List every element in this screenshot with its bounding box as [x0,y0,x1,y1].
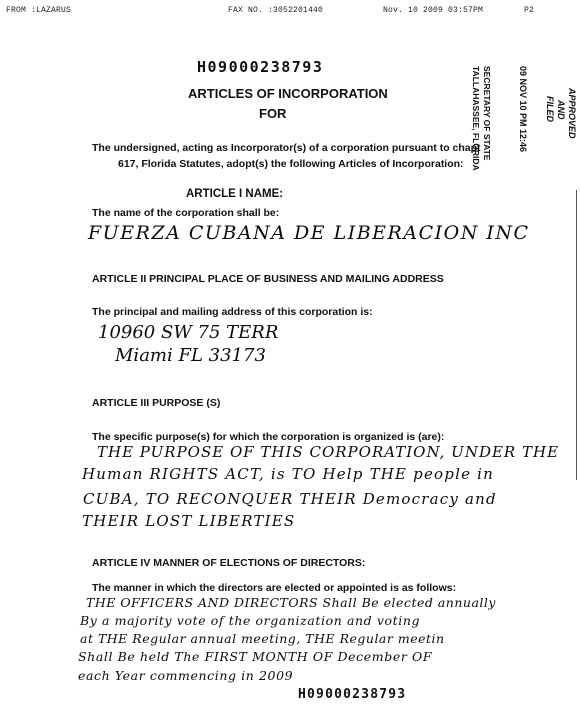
secretary-stamp: SECRETARY OF STATE [482,66,492,161]
purpose-line-4: THEIR LOST LIBERTIES [82,512,296,530]
page-subtitle: FOR [259,106,287,121]
fax-datetime: Nov. 10 2009 03:57PM [383,6,484,15]
address-line-1: 10960 SW 75 TERR [98,322,279,343]
article-4-heading: ARTICLE IV MANNER OF ELECTIONS OF DIRECTORS: [92,557,366,569]
elections-line-3: at THE Regular annual meeting, THE Regular meetin [80,631,445,646]
address-line-2: Miami FL 33173 [115,345,266,366]
document-number: H09000238793 [197,58,324,76]
article-3-heading: ARTICLE III PURPOSE (S) [92,397,221,409]
page-title: ARTICLES OF INCORPORATION [188,86,388,101]
filed-stamp: FILED [545,96,555,122]
corporation-name: FUERZA CUBANA DE LIBERACION INC [88,222,530,244]
article-2-heading: ARTICLE II PRINCIPAL PLACE OF BUSINESS AND MAILING ADDRESS [92,273,444,285]
fax-page: P2 [524,6,535,15]
scan-edge-line [576,190,577,480]
intro-line-2: 617, Florida Statutes, adopt(s) the following Articles of Incorporation: [118,158,464,170]
article-1-label: The name of the corporation shall be: [92,207,280,219]
elections-line-1: THE OFFICERS AND DIRECTORS Shall Be elected annually [86,595,496,610]
article-4-label: The manner in which the directors are elected or appointed is as follows: [92,582,457,594]
footer-document-number: H09000238793 [298,687,407,702]
and-stamp: AND [556,100,566,120]
article-1-heading: ARTICLE I NAME: [186,188,284,200]
elections-line-4: Shall Be held The FIRST MONTH OF December OF [78,649,433,664]
article-3-label: The specific purpose(s) for which the corporation is organized is (are): [92,431,445,443]
intro-line-1: The undersigned, acting as Incorporator(s) of a corporation pursuant to chapt [92,142,481,154]
city-stamp: TALLAHASSEE, FLORIDA [471,66,481,171]
fax-number: FAX NO. :3052201440 [228,6,324,15]
purpose-line-1: THE PURPOSE OF THIS CORPORATION, UNDER THE [97,443,560,461]
purpose-line-2: Human RIGHTS ACT, is TO Help THE people in [82,465,494,483]
elections-line-2: By a majority vote of the organization and voting [80,613,421,628]
article-2-label: The principal and mailing address of this corporation is: [92,306,373,318]
filed-date-stamp: 09 NOV 10 PM 12:46 [518,66,528,153]
purpose-line-3: CUBA, TO RECONQUER THEIR Democracy and [83,490,497,508]
approved-stamp: APPROVED [567,88,577,139]
elections-line-5: each Year commencing in 2009 [78,668,294,683]
fax-from: FROM :LAZARUS [6,6,72,15]
